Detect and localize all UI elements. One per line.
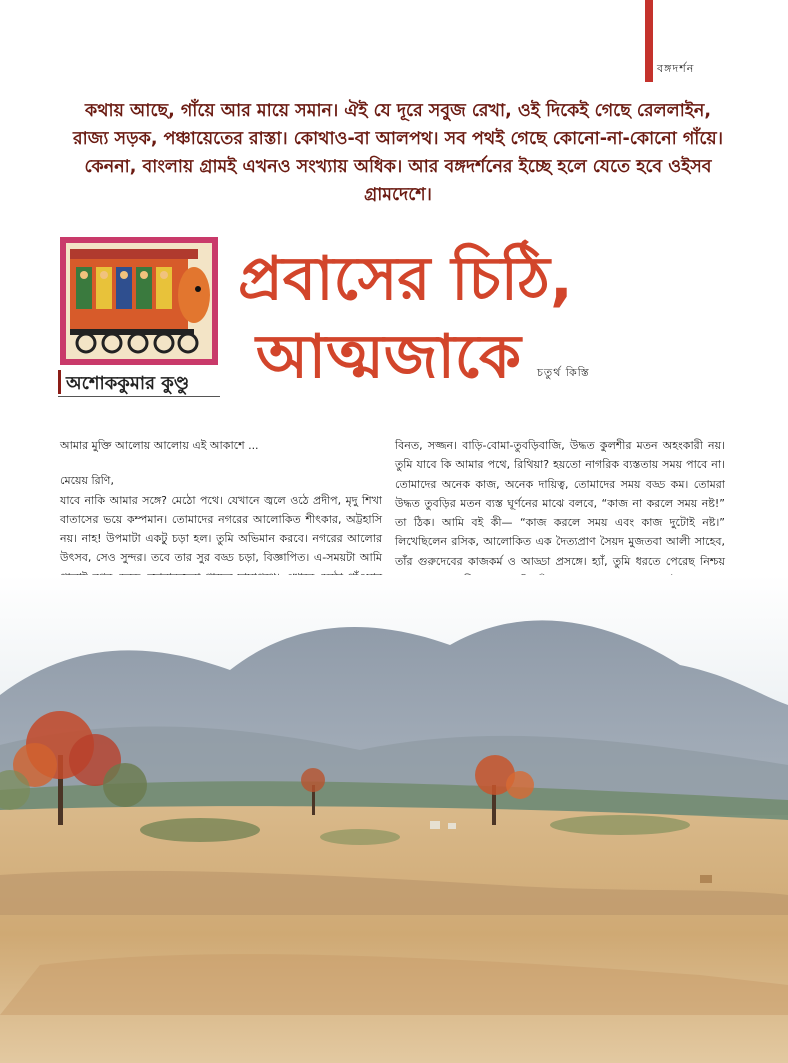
article-title	[238, 240, 573, 396]
landscape-painting	[0, 575, 788, 1063]
episode-label: চতুর্থ কিস্তি	[537, 366, 590, 379]
watercolor-landscape-icon	[0, 575, 788, 1063]
body-paragraph-left: যাবে নাকি আমার সঙ্গে? মেঠো পথে। যেখানে জ্বলে ওঠে প্রদীপ, মৃদু শিখা বাতাসের ভয়ে কম্পমান। তোমাদের নগরের আলোকিত শীৎকার, অট্টহাসি নয়। নাহ! উপমাটা একটু চড়া হল। তুমি অভিমান করবে। নগরের আলোর উৎসব, সেও সুন্দর। তবে তার সুর বড্ড চড়া, বিজ্ঞাপিত। এ-সময়টা আমি	[60, 493, 382, 565]
salutation: মেয়েয় রিণি,	[60, 474, 114, 488]
article-title-line2: আত্মজাকে	[256, 322, 521, 392]
author-divider	[58, 396, 220, 397]
author-name: অশোককুমার কুণ্ডু	[66, 373, 190, 394]
magazine-name: বঙ্গদর্শন	[657, 62, 695, 75]
body-paragraph-right: বিনত, সজ্জন। বাড়ি-বোমা-তুবড়িবাজি, উদ্ধত কুলশীর মতন অহংকারী নয়। তুমি যাবে কি আমার পথে, রিথিয়া? হয়তো নাগরিক ব্যস্ততায় সময় পাবে না। তোমাদের অনেক কাজ, অনেক দায়িত্ব, তোমাদের সময় বড্ড কম। তোমরা উদ্ধত তুবড়ির মতন ব্যস্ত ঘূর্ণনের মাঝে বলবে, “কাজ না করলে সময় নষ্ট!” তা ঠিক। আমি বই কী— “কাজ করলে সময় এবং কাজ দুটোই নষ্ট।” লিখেছিলেন রসিক, আলোকিত এক দৈত্যপ্রাণ সৈয়দ মুজতবা আলী সাহেব, তাঁর গুরুদেবের কাজকর্ম ও আড্ডা প্রসঙ্গে। হ্যাঁ, তুমি ধরতে পেরেছ নিশ্চয়	[395, 439, 725, 568]
article-title-line1: প্রবাসের চিঠি,	[238, 244, 573, 314]
top-accent-tab	[645, 0, 653, 82]
train-painting-icon	[66, 243, 212, 359]
folk-painting-image	[60, 237, 218, 365]
author-accent-bar	[58, 370, 61, 394]
intro-paragraph: কথায় আছে, গাঁয়ে আর মায়ে সমান। ঐই যে দূরে সবুজ রেখা, ওই দিকেই গেছে রেললাইন, রাজ্য সড়ক, পঞ্চায়েতের রাস্তা। কোথাও-বা আলপথ। সব পথই গেছে কোনো-না-কোনো গাঁয়ে। কেননা, বাংলায় গ্রামই এখনও সংখ্যায় অধিক। আর বঙ্গদর্শনের ইচ্ছে হলে যেতে হবে ওইসব গ্রামদেশে।	[73, 101, 723, 205]
epigraph: আমার মুক্তি আলোয় আলোয় এই আকাশে ...	[60, 439, 259, 452]
